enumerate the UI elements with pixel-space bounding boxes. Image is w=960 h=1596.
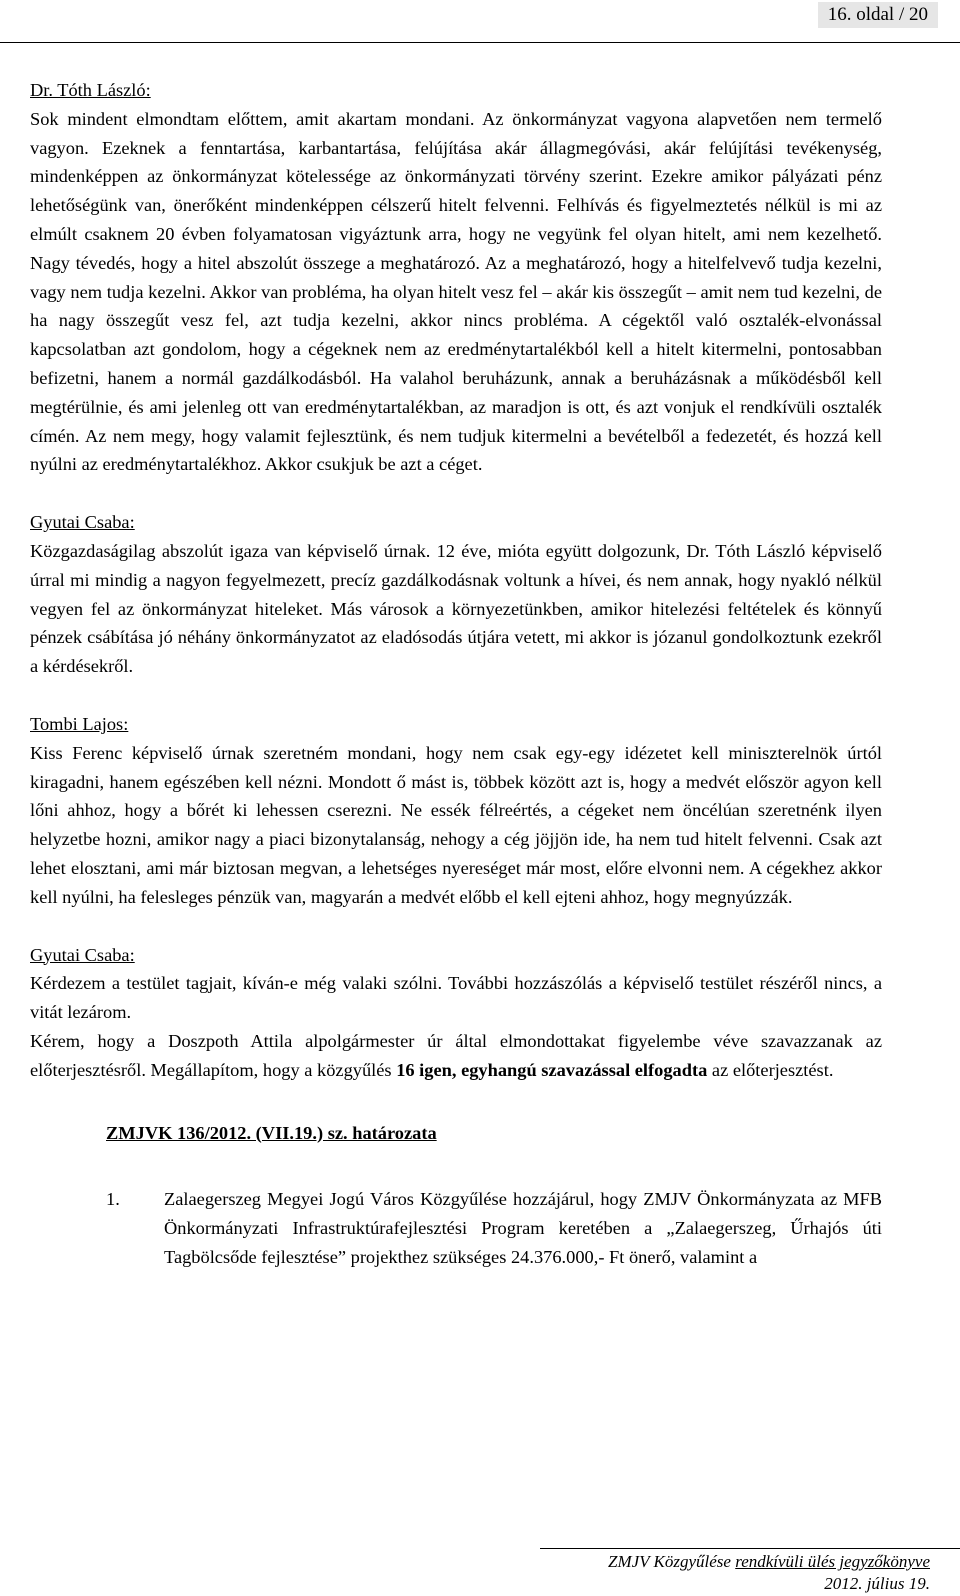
speech-block (30, 941, 882, 1085)
item-number: 1. (106, 1189, 120, 1210)
speech-paragraph: Kiss Ferenc képviselő úrnak szeretném mondani, hogy nem csak egy-egy idézetet kell miniszterelnök úrtól kiragadni, hanem egészében kell nézni. Mondott ő mást is, többek között azt is, hogy a medvét először agyon kell lőni ahhoz, hogy a bőrét ki lehessen cserezni. Ne essék félreértés, a cégeket nem öncélúan szeretnénk ilyen helyzetbe hozni, amikor nagy a piaci bizonytalanság, nehogy a cég jöjjön ide, ha nem tud hitelt felvenni. Csak azt lehet elosztani, ami már biztosan megvan, a lehetséges nyereséget már most, előre elvonni nem. A cégekhez akkor kell nyúlni, ha felesleges pénzük van, magyarán a medvét előbb el kell ejteni ahhoz, hogy megnyúzzák. (30, 742, 882, 907)
speech-paragraph: Kérdezem a testület tagjait, kíván-e még valaki szólni. További hozzászólás a képviselő testület részéről nincs, a vitát lezárom. (30, 973, 882, 1023)
footer-doc-prefix: ZMJV Közgyűlése (608, 1552, 736, 1571)
header-rule (0, 42, 960, 43)
speech-block (30, 710, 882, 912)
footer-date: 2012. július 19. (824, 1574, 930, 1593)
vote-paragraph (30, 1027, 882, 1085)
speaker-name: Gyutai Csaba: (30, 944, 135, 965)
speaker-name: Dr. Tóth László: (30, 80, 151, 100)
vote-text-before: Kérem, hogy a Doszpoth Attila alpolgármester úr által elmondottakat figyelembe véve szavazzanak az előterjesztésről. Megállapítom, hogy a közgyűlés (30, 1030, 882, 1080)
footer-rule (540, 1548, 960, 1549)
vote-result: 16 igen, egyhangú szavazással elfogadta (396, 1059, 708, 1080)
speech-block (30, 76, 882, 479)
document-body (30, 76, 882, 1272)
speech-block (30, 508, 882, 681)
footer-doc-underlined: rendkívüli ülés jegyzőkönyve (735, 1552, 930, 1571)
item-text: Zalaegerszeg Megyei Jogú Város Közgyűlése hozzájárul, hogy ZMJV Önkormányzata az MFB Önkormányzati Infrastruktúrafejlesztési Program keretében a „Zalaegerszeg, Űrhajós úti Tagbölcsőde fejlesztése” projekthez szükséges 24.376.000,- Ft önerő, valamint a (164, 1189, 882, 1267)
speech-paragraph: Közgazdaságilag abszolút igaza van képviselő úrnak. 12 éve, mióta együtt dolgozunk, Dr. Tóth László képviselő úrral mi mindig a nagyon fegyelmezett, precíz gazdálkodásnak voltunk a hívei, és nem annak, hogy nyakló nélkül vegyen fel az önkormányzat hiteleket. Más városok a környezetünkben, amikor hitelezési feltételek és könnyű pénzek csábítása jó néhány önkormányzatot az eladósodás útjára vetett, mi akkor is józanul gondolkoztunk ezekről a kérdésekről. (30, 540, 882, 677)
page-header (0, 0, 960, 60)
resolution-title: ZMJVK 136/2012. (VII.19.) sz. határozata (106, 1122, 437, 1143)
speaker-name: Gyutai Csaba: (30, 512, 135, 533)
speaker-name: Tombi Lajos: (30, 713, 129, 734)
resolution-item (30, 1185, 882, 1271)
speech-paragraph: Sok mindent elmondtam előttem, amit akartam mondani. Az önkormányzat vagyona alapvetően nem termelő vagyon. Ezeknek a fenntartása, karbantartása, felújítása akár állagmegóvási, akár felújítási tevékenység, mindenképpen az önkormányzat kötelessége az önkormányzati törvény szerint. Ezekre amikor pályázati pénz lehetőségünk van, önerőként mindenképpen célszerű hitelt felvenni. Felhívás és figyelmeztetés nélkül is mi az elmúlt csaknem 20 évben folyamatosan vigyáztunk arra, hogy ne vegyünk fel olyan hitelt, ami nem kezelhető. Nagy tévedés, hogy a hitel abszolút összege a meghatározó. Az a meghatározó, hogy a hitelfelvevő tudja kezelni, vagy nem tudja kezelni. Akkor van probléma, ha olyan hitelt vesz fel – akár kis összegűt – amit nem tud kezelni, de ha nagy összegűt vesz fel, azt tudja kezelni, akkor nincs probléma. A cégektől való osztalék-elvonással kapcsolatban azt gondolom, hogy a cégeknek nem az eredménytartalékból kell a hitelt kitermelni, pontosabban befizetni, hanem a normál gazdálkodásból. Ha valahol beruházunk, annak a beruházásnak a működésből kell megtérülnie, és ami jelenleg ott van eredménytartalékban, az maradjon is ott, és azt vonjuk el rendkívüli osztalék címén. Az nem megy, hogy valamit fejlesztünk, és nem tudjuk kitermelni a bevételből a fedezetét, és hozzá kell nyúlni az eredménytartalékhoz. Akkor csukjuk be azt a céget. (30, 108, 882, 475)
page-number: 16. oldal / 20 (818, 2, 938, 28)
vote-text-after: az előterjesztést. (707, 1059, 834, 1080)
page-footer (0, 1548, 960, 1596)
footer-document-title (608, 1552, 930, 1572)
